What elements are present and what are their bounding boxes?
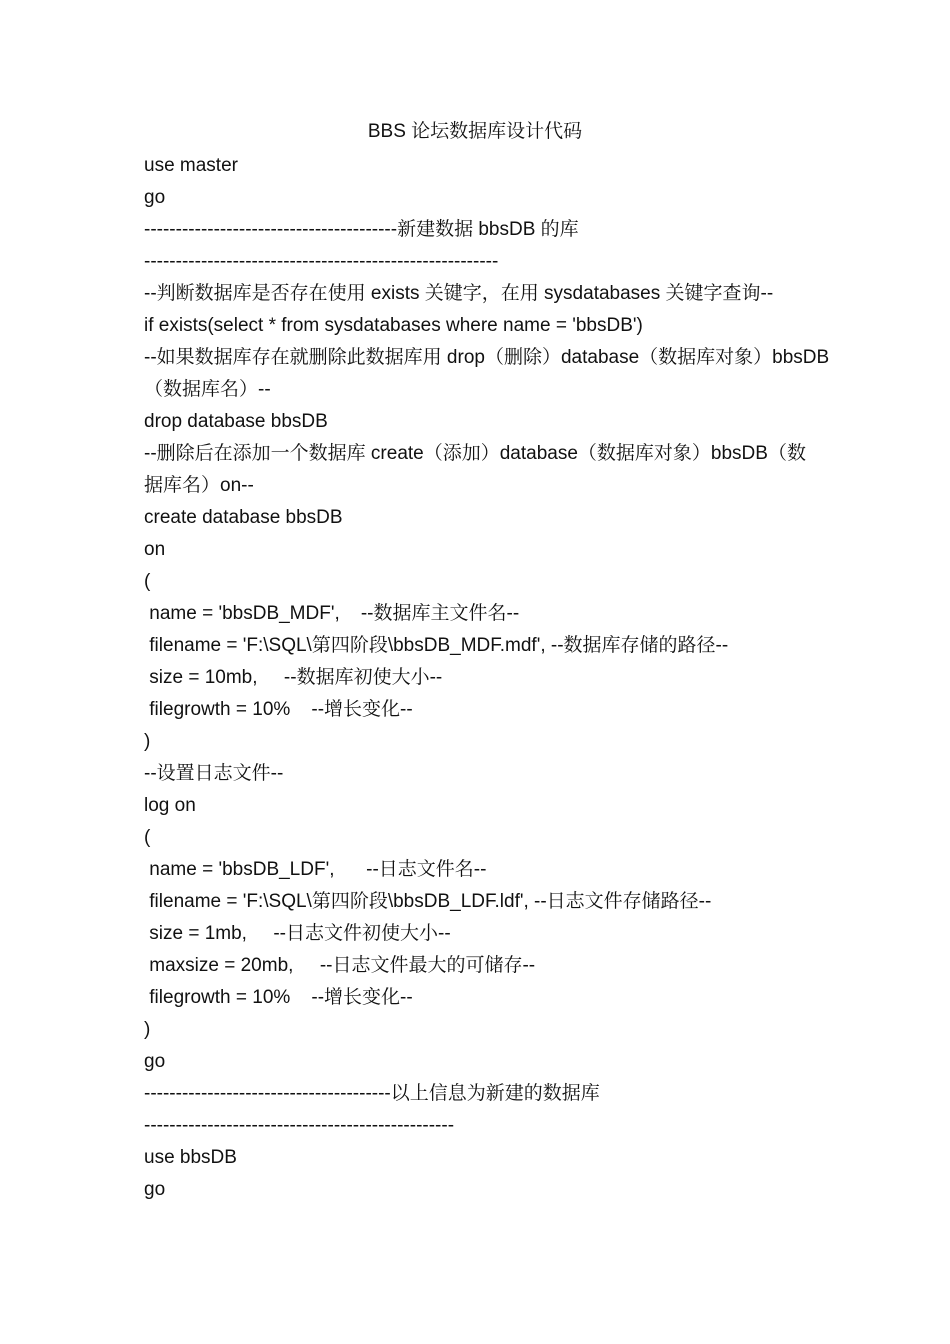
code-line: if exists(select * from sysdatabases where name = 'bbsDB') (144, 315, 643, 336)
code-line: size = 1mb, --日志文件初使大小-- (144, 923, 451, 944)
code-line: --设置日志文件-- (144, 763, 284, 784)
code-line: go (144, 1179, 166, 1200)
code-line: name = 'bbsDB_LDF', --日志文件名-- (144, 859, 487, 880)
code-line: ) (144, 731, 151, 752)
code-line: log on (144, 795, 196, 816)
code-line: ----------------------------------------新建数据 bbsDB 的库 (144, 219, 579, 240)
document-title: BBS 论坛数据库设计代码 (367, 121, 583, 142)
code-line: ------------------------------------------------- (144, 1115, 455, 1136)
code-line: ( (144, 571, 151, 592)
code-line: ) (144, 1019, 151, 1040)
code-line: filegrowth = 10% --增长变化-- (144, 699, 413, 720)
document-body (144, 150, 830, 1206)
code-line: drop database bbsDB (144, 411, 328, 432)
code-line: filename = 'F:\SQL\第四阶段\bbsDB_MDF.mdf', --数据库存储的路径-- (144, 635, 729, 656)
code-line: 据库名）on-- (144, 475, 254, 496)
code-line: go (144, 187, 166, 208)
code-line: filename = 'F:\SQL\第四阶段\bbsDB_LDF.ldf', --日志文件存储路径-- (144, 891, 712, 912)
code-line: --如果数据库存在就删除此数据库用 drop（删除）database（数据库对象）bbsDB (144, 347, 830, 368)
code-line: create database bbsDB (144, 507, 343, 528)
code-line: go (144, 1051, 166, 1072)
code-line: name = 'bbsDB_MDF', --数据库主文件名-- (144, 603, 520, 624)
code-line: use bbsDB (144, 1147, 237, 1168)
code-line: -------------------------------------------------------- (144, 251, 499, 272)
code-line: --删除后在添加一个数据库 create（添加）database（数据库对象）bbsDB（数 (144, 443, 806, 464)
code-line: use master (144, 155, 238, 176)
code-line: ---------------------------------------以上信息为新建的数据库 (144, 1083, 600, 1104)
code-line: filegrowth = 10% --增长变化-- (144, 987, 413, 1008)
code-line: --判断数据库是否存在使用 exists 关键字，在用 sysdatabases 关键字查询-- (144, 283, 774, 304)
code-line: ( (144, 827, 151, 848)
code-line: maxsize = 20mb, --日志文件最大的可储存-- (144, 955, 536, 976)
code-line: on (144, 539, 166, 560)
code-line: size = 10mb, --数据库初使大小-- (144, 667, 443, 688)
code-line: （数据库名）-- (144, 379, 271, 400)
